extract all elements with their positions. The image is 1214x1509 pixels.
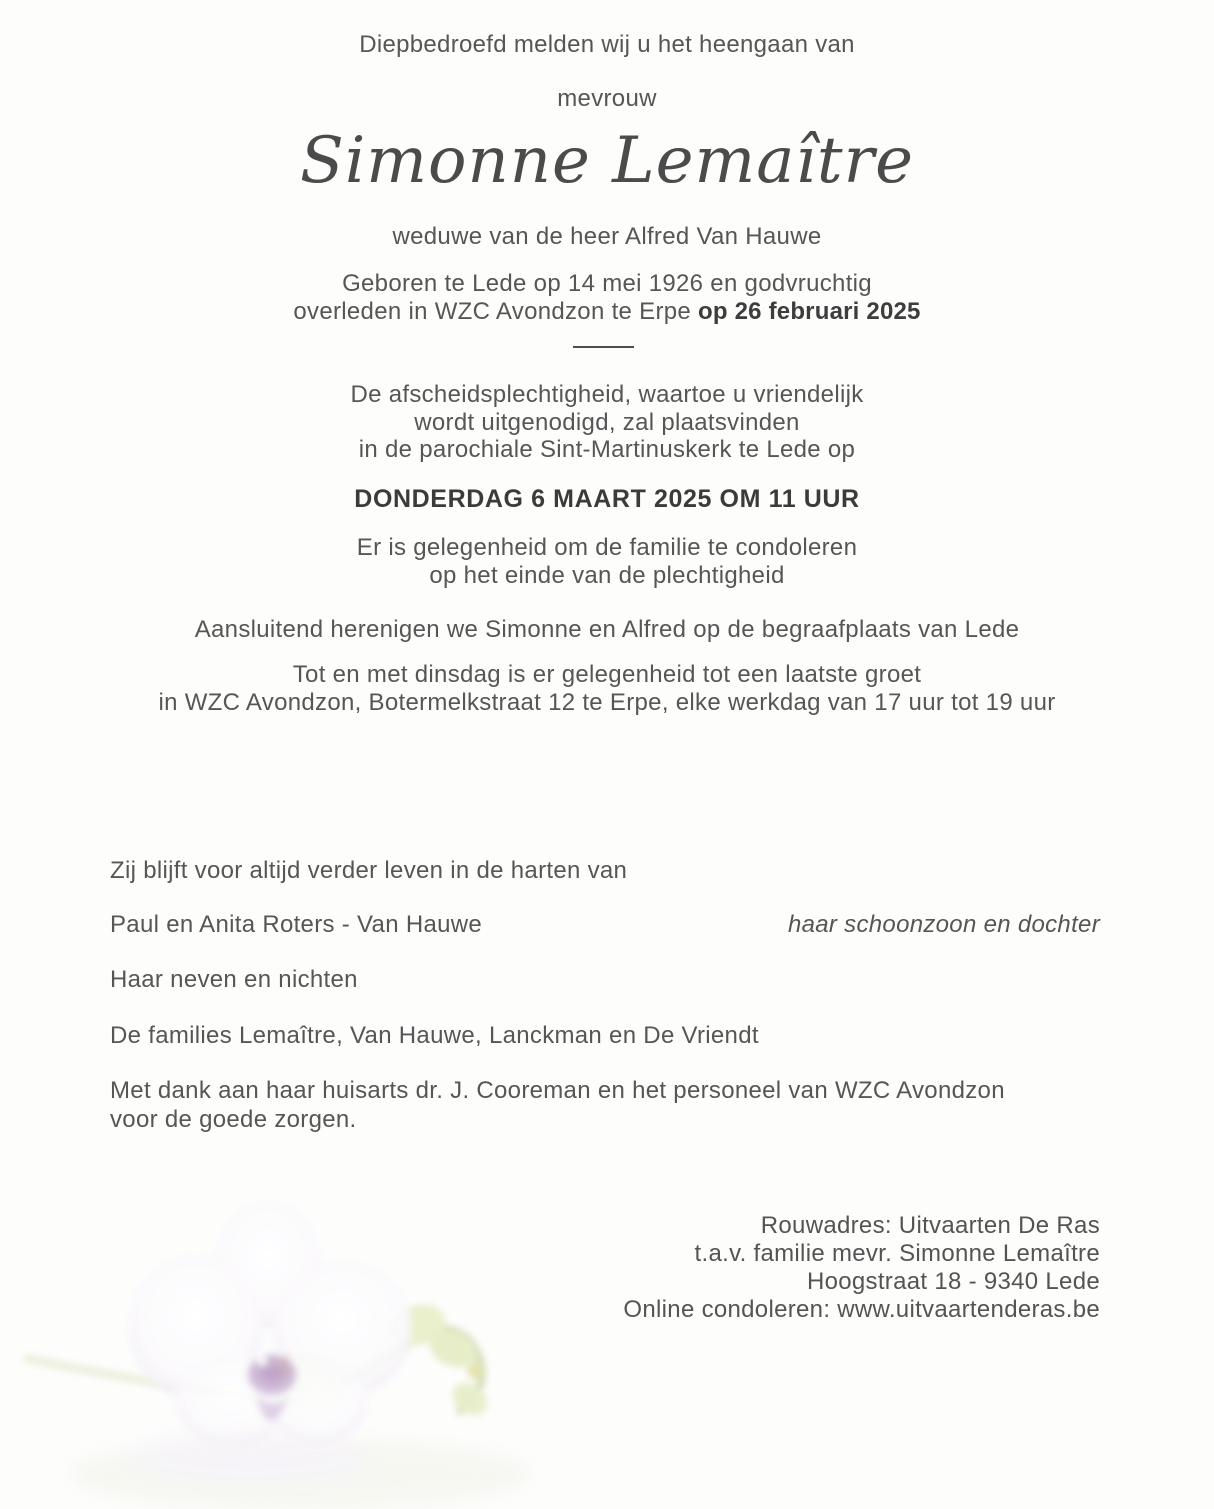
visitation-line-1: Tot en met dinsdag is er gelegenheid tot een laatste groet [292, 661, 922, 688]
divider-rule [573, 346, 634, 348]
thanks-lines [110, 1076, 1100, 1134]
mourning-address-line-3: Hoogstraat 18 - 9340 Lede [806, 1268, 1100, 1295]
thanks-line-2: voor de goede zorgen. [110, 1106, 357, 1133]
ceremony-line-3: in de parochiale Sint-Martinuskerk te Lede op [358, 436, 856, 463]
condolence-line-2: op het einde van de plechtigheid [429, 561, 785, 589]
orchid-photo [0, 1149, 620, 1509]
ceremony-line-1: De afscheidsplechtigheid, waartoe u vriendelijk [350, 381, 864, 408]
condolence-line-1: Er is gelegenheid om de familie te condoleren [356, 534, 858, 561]
death-line-normal: overleden in WZC Avondzon te Erpe [293, 297, 699, 325]
ceremony-datetime: DONDERDAG 6 MAART 2025 OM 11 UUR [354, 485, 860, 513]
mourning-address-line-1: Rouwadres: Uitvaarten De Ras [760, 1212, 1100, 1239]
thanks-line-1: Met dank aan haar huisarts dr. J. Cooreman en het personeel van WZC Avondzon [110, 1077, 1005, 1104]
honorific: mevrouw [557, 85, 657, 112]
birth-line: Geboren te Lede op 14 mei 1926 en godvruchtig [342, 270, 872, 297]
death-date: op 26 februari 2025 [698, 297, 921, 325]
family-member-row [110, 910, 1100, 939]
family-member-row [110, 965, 1100, 994]
family-member-relation: haar schoonzoon en dochter [787, 911, 1100, 938]
online-condolence-line: Online condoleren: www.uitvaartenderas.be [623, 1296, 1100, 1323]
burial-line: Aansluitend herenigen we Simonne en Alfred op de begraafplaats van Lede [194, 616, 1020, 643]
birth-death-lines [0, 270, 1214, 325]
condolence-lines [0, 534, 1214, 589]
mourning-address-line-2: t.a.v. familie mevr. Simonne Lemaître [694, 1240, 1100, 1267]
family-member-names: Paul en Anita Roters - Van Hauwe [110, 911, 483, 938]
visitation-line-2: in WZC Avondzon, Botermelkstraat 12 te Erpe, elke werkdag van 17 uur tot 19 uur [158, 688, 1056, 716]
family-member-row [110, 1021, 1100, 1050]
family-member-names: De families Lemaître, Van Hauwe, Lanckman en De Vriendt [110, 1022, 759, 1049]
deceased-name: Simonne Lemaître [299, 124, 915, 198]
visitation-lines [0, 661, 1214, 716]
mourning-address-block [623, 1212, 1100, 1324]
widow-relation: weduwe van de heer Alfred Van Hauwe [392, 223, 822, 250]
ceremony-line-2: wordt uitgenodigd, zal plaatsvinden [414, 408, 800, 436]
announcement-intro: Diepbedroefd melden wij u het heengaan van [359, 31, 855, 58]
ceremony-lines [0, 381, 1214, 464]
family-intro: Zij blijft voor altijd verder leven in de harten van [110, 857, 628, 884]
family-member-names: Haar neven en nichten [110, 966, 358, 993]
